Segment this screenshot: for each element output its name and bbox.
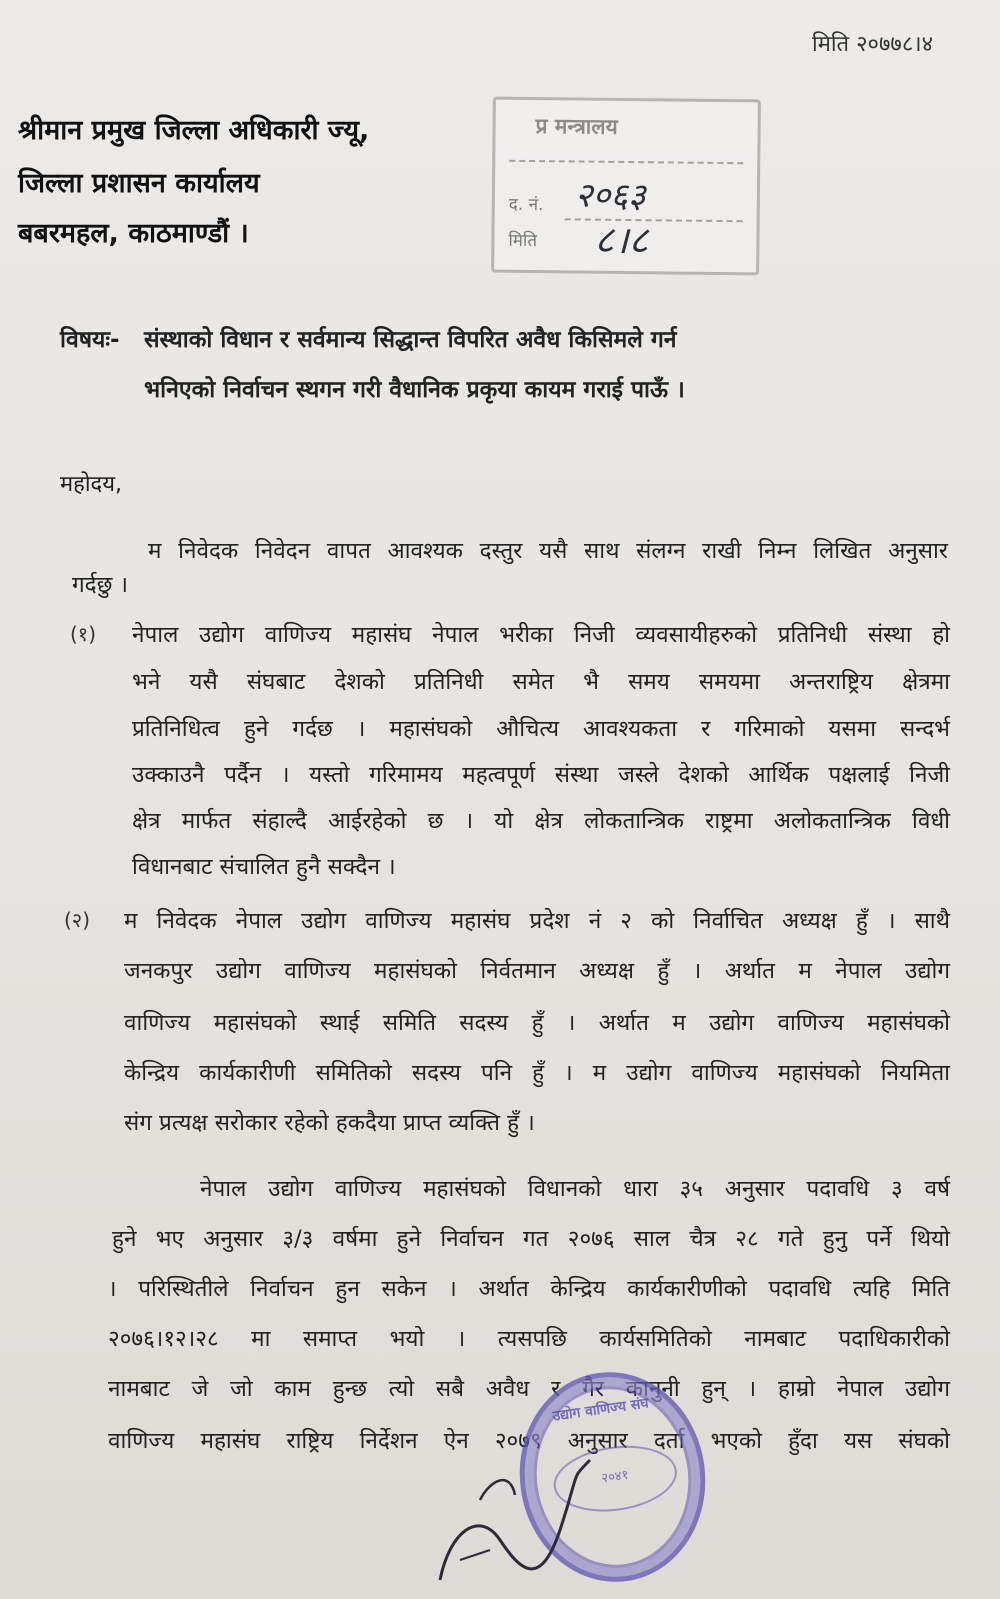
stamp-reg-label: द. नं. xyxy=(508,194,544,216)
paragraph-3-line: २०७६।१२।२८ मा समाप्त भयो । त्यसपछि कार्यसमितिको नामबाट पदाधिकारीको xyxy=(108,1326,950,1352)
stamp-date-value: ८।८ xyxy=(594,217,649,263)
signature-icon xyxy=(420,1440,600,1590)
paragraph-3-line: वाणिज्य महासंघ राष्ट्रिय निर्देशन ऐन २०७९ अनुसार दर्ता भएको हुँदा यस संघको xyxy=(108,1428,950,1454)
subject-line-2: भनिएको निर्वाचन स्थगन गरी वैधानिक प्रकृया कायम गराई पाऊँ । xyxy=(144,377,685,403)
point-1-line: क्षेत्र मार्फत संहाल्दै आईरहेको छ । यो क्षेत्र लोकतान्त्रिक राष्ट्रमा अलोकतान्त्रिक विधी xyxy=(132,808,950,834)
point-1-line: उक्काउनै पर्दैन । यस्तो गरिमामय महत्वपूर्ण संस्था जस्ले देशको आर्थिक पक्षलाई निजी xyxy=(132,762,950,788)
point-1-line: प्रतिनिधित्व हुने गर्दछ । महासंघको औचित्य आवश्यकता र गरिमाको यसमा सन्दर्भ xyxy=(132,716,950,742)
stamp-reg-number: २०६३ xyxy=(574,175,646,217)
point-2-line: वाणिज्य महासंघको स्थाई समिति सदस्य हुँ । अर्थात म उद्योग वाणिज्य महासंघको xyxy=(124,1010,950,1036)
point-number: (१) xyxy=(70,622,97,646)
point-1-line: नेपाल उद्योग वाणिज्य महासंघ नेपाल भरीका निजी व्यवसायीहरुको प्रतिनिधी संस्था हो xyxy=(132,622,950,648)
registration-stamp xyxy=(491,97,761,276)
paragraph-3-line: । परिस्थितीले निर्वाचन हुन सकेन । अर्थात केन्द्रिय कार्यकारीणीको पदावधि त्यहि मिति xyxy=(108,1276,950,1302)
addressee-line-3: बबरमहल, काठमाण्डौं । xyxy=(18,218,249,249)
paragraph-3-line: नामबाट जे जो काम हुन्छ त्यो सबै अवैध र गैर कानुनी हुन् । हाम्रो नेपाल उद्योग xyxy=(108,1376,950,1402)
salutation: महोदय, xyxy=(60,472,122,497)
subject-label: विषयः- xyxy=(60,327,120,353)
stamp-date-label: मिति xyxy=(508,230,538,252)
intro-line-2: गर्दछु । xyxy=(72,572,129,598)
stamp-office-text: प्र मन्त्रालय xyxy=(535,114,618,139)
addressee-line-1: श्रीमान प्रमुख जिल्ला अधिकारी ज्यू, xyxy=(18,115,370,146)
document-date: मिति २०७७८।४ xyxy=(812,32,934,57)
seal-inner-text: २०४१ xyxy=(600,1467,630,1487)
point-1-line: विधानबाट संचालित हुनै सक्दैन । xyxy=(132,854,396,880)
paragraph-3-line: नेपाल उद्योग वाणिज्य महासंघको विधानको धारा ३५ अनुसार पदावधि ३ वर्ष xyxy=(200,1176,950,1202)
point-2-line: संग प्रत्यक्ष सरोकार रहेको हकदैया प्राप्त व्यक्ति हुँ । xyxy=(124,1110,535,1136)
point-2-line: जनकपुर उद्योग वाणिज्य महासंघको निर्वतमान अध्यक्ष हुँ । अर्थात म नेपाल उद्योग xyxy=(124,958,950,984)
point-2-line: म निवेदक नेपाल उद्योग वाणिज्य महासंघ प्रदेश नं २ को निर्वाचित अध्यक्ष हुँ । साथै xyxy=(124,908,950,934)
point-1-line: भने यसै संघबाट देशको प्रतिनिधी समेत भै समय समयमा अन्तराष्ट्रिय क्षेत्रमा xyxy=(132,669,950,695)
addressee-line-2: जिल्ला प्रशासन कार्यालय xyxy=(18,168,260,199)
subject-line-1: संस्थाको विधान र सर्वमान्य सिद्धान्त विपरित अवैध किसिमले गर्न xyxy=(144,327,677,353)
intro-line-1: म निवेदक निवेदन वापत आवश्यक दस्तुर यसै साथ संलग्न राखी निम्न लिखित अनुसार xyxy=(148,538,948,564)
paragraph-3-line: हुने भए अनुसार ३/३ वर्षमा हुने निर्वाचन गत २०७६ साल चैत्र २८ गते हुनु पर्ने थियो xyxy=(112,1226,950,1252)
point-number: (२) xyxy=(64,908,91,932)
seal-ring-text: उद्योग वाणिज्य संघ xyxy=(551,1395,650,1425)
stamp-divider xyxy=(509,160,743,164)
point-2-line: केन्द्रिय कार्यकारीणी समितिको सदस्य पनि हुँ । म उद्योग वाणिज्य महासंघको नियमिता xyxy=(124,1060,950,1086)
stamp-divider xyxy=(565,218,743,222)
